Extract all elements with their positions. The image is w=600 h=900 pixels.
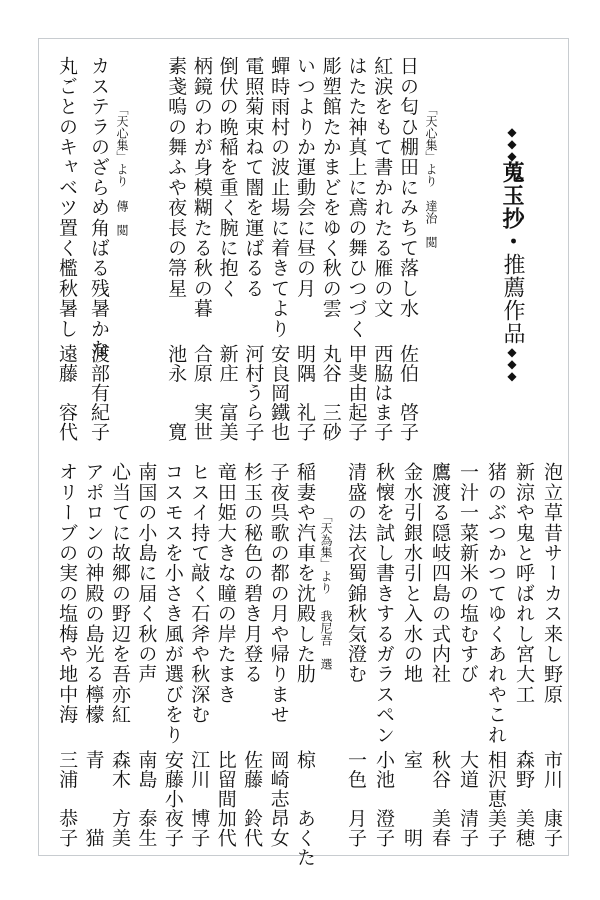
haiku-text: 紅涙をもて書かれたる雁の文 [371,56,394,319]
haiku-text: 南国の小島に届く秋の声 [135,462,158,685]
poem-column [55,462,79,848]
haiku-text: ヒスイ持て敲く石斧や秋深む [188,462,211,725]
haiku-text: オリーブの実の塩梅や地中海 [56,462,79,725]
author-name: 南島 泰生 [135,750,158,848]
haiku-text: 蟬時雨村の波止場に着きてより [268,56,291,339]
poem-column [161,462,185,848]
poem-column [400,462,424,848]
poem-column [396,56,420,442]
poem-column [512,462,536,848]
haiku-text: 泡立草昔サーカス来し野原 [541,462,563,705]
author-name: 大道 清子 [457,750,479,848]
author-name: 青 猫 [82,750,105,848]
haiku-text: はたた神真上に鳶の舞ひつづく [345,56,368,339]
poem-column [164,56,188,442]
poem-column [187,462,211,848]
author-name: 岡崎志昂女 [267,750,290,848]
lower-poems-group-1 [344,462,564,848]
poem-column [240,462,264,848]
author-name: 合原 実世 [190,344,213,442]
author-name: 室 明 [401,750,423,848]
section-title [495,125,535,381]
source-label-lower: 「天為集」より [319,510,333,594]
poem-column [241,56,265,442]
source-label-upper-1: 「天心集」より [424,103,438,187]
poem-column [190,56,214,442]
author-name: 市川 康子 [541,750,563,848]
haiku-text: 新涼や鬼と呼ばれし宮大工 [513,462,535,705]
upper-poems-group-1 [164,56,420,442]
haiku-text: 丸ごとのキャベツ置く檻秋暑し [56,56,78,339]
author-name: 三浦 恭子 [56,750,79,848]
poem-column [456,462,480,848]
author-name: 遠藤 容代 [56,344,78,442]
haiku-text: コスモスを小さき風が選びをり [161,462,184,745]
poem-column [344,56,368,442]
title-separator: ・ [499,230,525,253]
author-name: 佐伯 啓子 [397,344,419,442]
poem-column [87,56,111,442]
title-main-text: 蒐玉抄 [499,161,525,230]
poem-column [428,462,452,848]
poem-column [55,56,79,442]
haiku-text: カステラのざらめ角ばる残暑かな [88,56,110,359]
poem-column [293,56,317,442]
author-name: 相沢恵美子 [485,750,507,848]
author-name: 江川 博子 [188,750,211,848]
source-label-upper-2: 「天心集」より [115,103,129,187]
author-name: 安藤小夜子 [161,750,184,848]
haiku-text: 倒伏の晩稲を重く腕に抱く [216,56,239,299]
selector-label-upper-2: 傳 閲 [115,200,129,236]
haiku-text: 稲妻や汽車を沈殿した肋 [294,462,316,685]
author-name: 佐藤 鈴代 [241,750,264,848]
poem-column [540,462,564,848]
author-name: 安良岡鐵也 [268,344,291,442]
author-name: 甲斐由起子 [345,344,368,442]
haiku-text: 一汁一菜新米の塩むすび [457,462,479,685]
author-name: 西脇はま子 [371,344,394,442]
selector-label-lower: 我尼吾 選 [319,610,333,670]
title-sub-text: 推薦作品 [500,253,525,345]
poem-column [344,462,368,848]
haiku-text: 猪のぶつかつてゆくあれやこれ [485,462,507,745]
poem-column [108,462,132,848]
haiku-text: 日の匂ひ棚田にみちて落し水 [397,56,419,319]
upper-poems-group-2 [55,56,111,442]
author-name: 秋谷 美春 [429,750,451,848]
diamond-ornament-bottom: ◆◆◆ [505,345,519,381]
lower-poems-group-2 [55,462,317,867]
poem-column [267,462,291,848]
poem-column [293,462,317,867]
poem-column [267,56,291,442]
selector-label-upper-1: 達治 閲 [424,200,438,248]
author-name: 池永 寛 [165,344,188,442]
author-name: 椋 あくた [294,750,316,867]
haiku-text: 金水引銀水引と入水の地 [401,462,423,685]
poem-column [134,462,158,848]
author-name: 丸谷 三砂 [319,344,342,442]
poem-column [484,462,508,848]
poem-column [319,56,343,442]
poem-column [214,462,238,848]
haiku-text: 心当てに故郷の野辺を吾亦紅 [108,462,131,725]
diamond-ornament-top: ◆◆◆ [505,125,519,161]
haiku-text: 竜田姫大きな瞳の岸たまき [214,462,237,705]
poem-column [82,462,106,848]
author-name: 新庄 富美 [216,344,239,442]
haiku-text: いつよりか運動会に昼の月 [293,56,316,299]
author-name: 森野 美穂 [513,750,535,848]
author-name: 明隅 礼子 [293,344,316,442]
author-name: 比留間加代 [214,750,237,848]
haiku-text: 杉玉の秘色の碧き月登る [241,462,264,685]
author-name: 一色 月子 [345,750,367,848]
haiku-text: 鷹渡る隠岐四島の式内社 [429,462,451,685]
haiku-text: 子夜呉歌の都の月や帰りませ [267,462,290,725]
haiku-text: アポロンの神殿の島光る檸檬 [82,462,105,725]
author-name: 渡部有紀子 [88,344,110,442]
haiku-text: 清盛の法衣蜀錦秋気澄む [345,462,367,685]
haiku-text: 素戔嗚の舞ふや夜長の箒星 [165,56,188,299]
author-name: 河村うら子 [242,344,265,442]
haiku-text: 彫塑館たかまどをゆく秋の雲 [319,56,342,319]
poem-column [370,56,394,442]
haiku-text: 秋懐を試し書きするガラスペン [373,462,395,745]
poem-column [216,56,240,442]
poem-column [372,462,396,848]
haiku-text: 電照菊束ねて闇を運ばるる [242,56,265,299]
author-name: 森木 方美 [108,750,131,848]
author-name: 小池 澄子 [373,750,395,848]
haiku-text: 柄鏡のわが身模糊たる秋の暮 [190,56,213,319]
